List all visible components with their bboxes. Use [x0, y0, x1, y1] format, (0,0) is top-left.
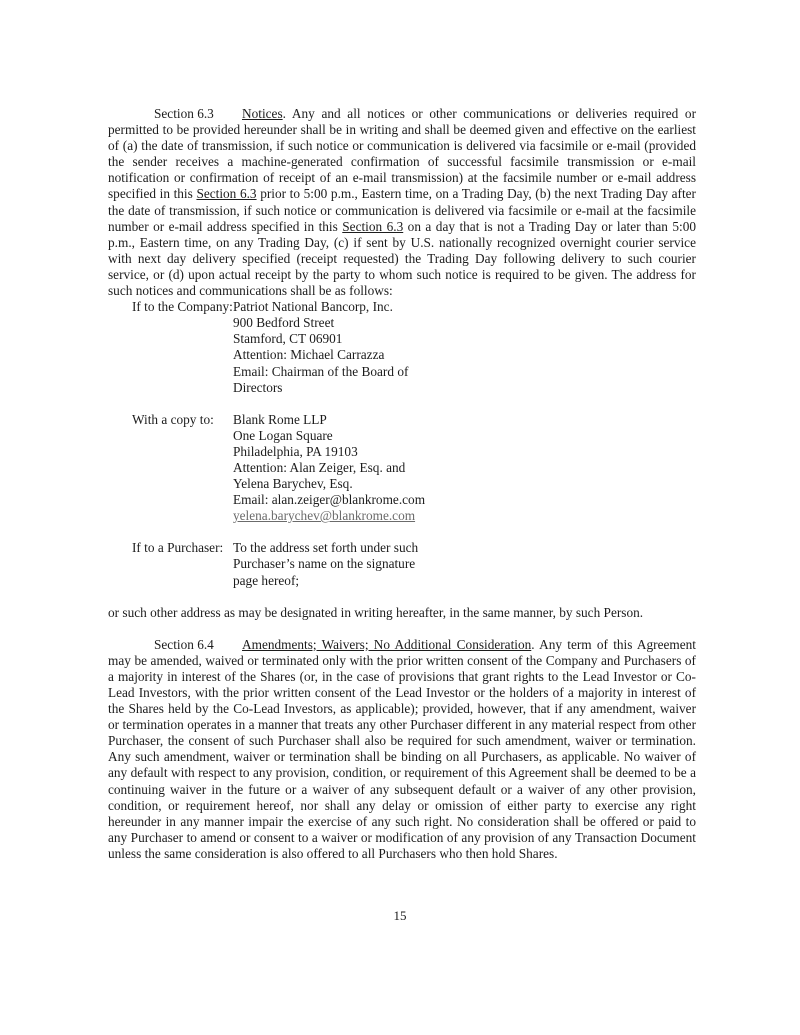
- email-line: Email: alan.zeiger@blankrome.com: [233, 492, 426, 508]
- address-line: Stamford, CT 06901: [233, 331, 343, 347]
- notice-address-company: [233, 299, 443, 396]
- section-6-4-number: Section 6.4: [154, 636, 214, 652]
- address-line: Email: Chairman of the Board of Directors: [233, 363, 409, 395]
- address-line: page hereof;: [233, 572, 300, 588]
- notice-row-purchaser: [108, 540, 696, 588]
- section-6-3-text-1: . Any and all notices or other communications or deliveries required or permitted to be provided hereunder shall be in writing and shall be deemed given and effective on the earliest of (a) the date of transmission, if such notice or communication is delivered via facsimile or e-mail (provided the sender receives a machine-generated confirmation of successful facsimile transmission or e-mail notification or confirmation of receipt of an e-mail transmission) at the facsimile number or e-mail address specified in this: [108, 106, 696, 202]
- section-6-3-heading: Notices: [242, 106, 283, 121]
- notice-address-purchaser: [233, 540, 443, 588]
- address-line: Purchaser’s name on the signature: [233, 556, 416, 572]
- address-line: Yelena Barychev, Esq.: [233, 476, 353, 492]
- notice-row-copy: [108, 412, 696, 525]
- section-6-3-paragraph: [108, 106, 696, 299]
- notice-address-table: [108, 299, 696, 589]
- section-6-3-text-2: prior to 5:00 p.m., Eastern time, on a Trading Day, (b) the next Trading Day after the date of transmission, if such notice or communication is delivered via facsimile or e-mail at the facsimile number or e-mail address specified in this: [108, 186, 696, 234]
- address-line: Blank Rome LLP: [233, 411, 327, 427]
- notice-address-copy: [233, 412, 443, 525]
- section-6-3-reference-1: Section 6.3: [196, 186, 257, 202]
- address-line: Philadelphia, PA 19103: [233, 443, 358, 459]
- address-line: To the address set forth under such: [233, 540, 419, 556]
- address-line: Attention: Michael Carrazza: [233, 347, 385, 363]
- section-6-4-paragraph: [108, 637, 696, 862]
- email-link[interactable]: yelena.barychev@blankrome.com: [233, 508, 416, 524]
- page-number: 15: [393, 908, 407, 923]
- section-6-3-number: Section 6.3: [154, 106, 214, 121]
- notice-row-company: [108, 299, 696, 396]
- section-6-3-reference-2: Section 6.3: [342, 218, 404, 234]
- section-6-4-text: . Any term of this Agreement may be amended, waived or terminated only with the prior written consent of the Company and Purchasers of a majority in interest of the Shares (or, in the case of provisions that grant rights to the Lead Investor or Co-Lead Investors, with the prior written consent of the Lead Investor or the holders of a majority in interest of the Shares held by the Co-Lead Investors, as applicable); provided, however, that if any amendment, waiver or termination operates in a manner that treats any other Purchaser different in any material respect from other Purchaser, the consent of such Purchaser shall also be required for such amendment, waiver or termination. Any such amendment, waiver or termination shall be binding on all Purchasers, as applicable. No waiver of any default with respect to any provision, condition, or requirement of this Agreement shall be deemed to be a continuing waiver in the future or a waiver of any subsequent default or a waiver of any other provision, condition, or requirement hereof, nor shall any delay or omission of either party to exercise any right hereunder in any manner impair the exercise of any such right. No consideration shall be offered or paid to any Purchaser to amend or consent to a waiver or modification of any provision of any Transaction Document unless the same consideration is also offered to all Purchasers who then hold Shares.: [108, 636, 697, 861]
- notice-label-copy: With a copy to:: [132, 411, 214, 427]
- address-line: One Logan Square: [233, 427, 333, 443]
- address-line: Attention: Alan Zeiger, Esq. and: [233, 459, 406, 475]
- address-line: Patriot National Bancorp, Inc.: [233, 299, 393, 315]
- section-6-4-heading: Amendments; Waivers; No Additional Consideration: [242, 636, 532, 652]
- document-page: [108, 106, 696, 862]
- notice-closing-text: or such other address as may be designated in writing hereafter, in the same manner, by such Person.: [108, 604, 644, 620]
- notice-label-purchaser: If to a Purchaser:: [132, 540, 224, 556]
- address-line: 900 Bedford Street: [233, 315, 335, 331]
- notice-label-company: If to the Company:: [132, 299, 233, 315]
- section-6-3-text-3: on a day that is not a Trading Day or later than 5:00 p.m., Eastern time, on any Trading Day, (c) if sent by U.S. nationally recognized overnight courier service with next day delivery specified (receipt requested) the Trading Day following delivery to such courier service, or (d) upon actual receipt by the party to whom such notice is required to be given. The address for such notices and communications shall be as follows:: [108, 218, 696, 299]
